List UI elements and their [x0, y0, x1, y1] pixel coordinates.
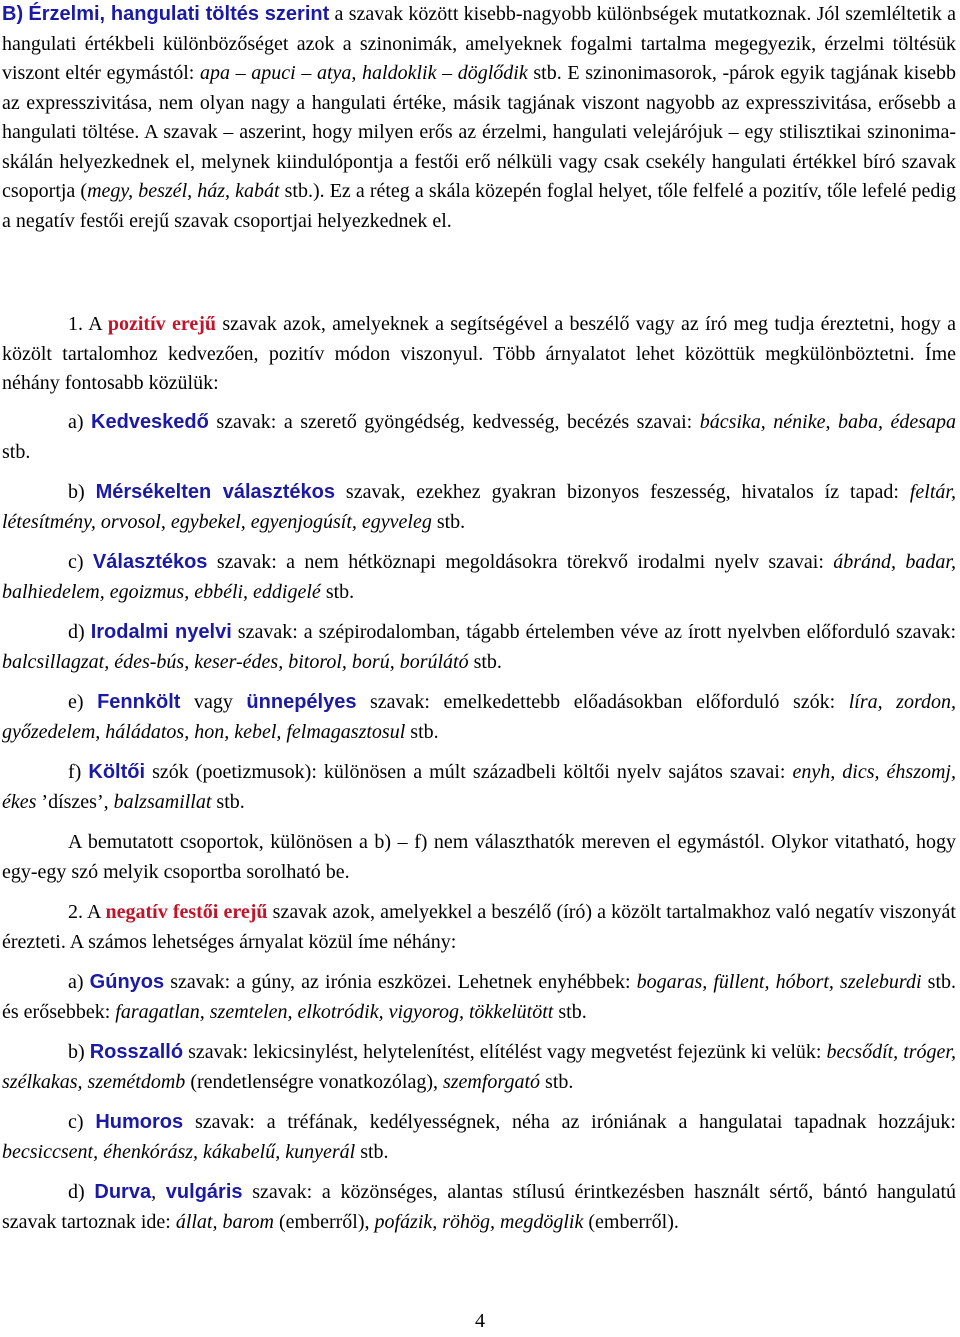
- pos-item-a-end: stb.: [2, 440, 31, 463]
- pos-item-e-term2: ünnepélyes: [246, 691, 357, 713]
- neg-item-c-examples: becsiccsent, éhenkórász, kákabelű, kunyerál: [2, 1140, 356, 1163]
- pos-item-d-examples: balcsillagzat, édes-bús, keser-édes, bitorol, ború, borúlátó: [2, 650, 469, 673]
- neg-item-d-letter: d): [68, 1181, 95, 1203]
- pos-item-e-letter: e): [68, 691, 98, 713]
- neg-item-c: [2, 1108, 956, 1167]
- neg-item-a-term: Gúnyos: [89, 971, 165, 993]
- neg-item-a-text: szavak: a gúny, az irónia eszközei. Lehetnek enyhébbek:: [164, 971, 637, 993]
- neg-item-d-examples: állat, barom: [175, 1210, 274, 1233]
- pos-item-a-text: szavak: a szerető gyöngédség, kedvesség, becézés szavai:: [208, 411, 700, 433]
- pos-item-a-examples: bácsika, nénike, baba, édesapa: [699, 411, 956, 433]
- neg-item-c-end: stb.: [355, 1140, 389, 1163]
- pos-item-f-examples2: balzsamillat: [113, 790, 212, 813]
- section-b-text-1: a szavak között kisebb-nagyobb különbségek mutatkoznak. Jól szemléltetik a hangulati értékbeli különbözőséget azok a szinonimák, amelyeknek fogalmi tartalma megegyezik, érzelmi töltésük viszont eltér egymástól:: [2, 3, 957, 84]
- neg-item-b-examples: becsődít, tróger, szélkakas, szemétdomb: [2, 1041, 956, 1093]
- neg-item-a-examples2: faragatlan, szemtelen, elkotródik, vigyorog, tökkelütött: [115, 1000, 554, 1023]
- neg-item-b-text: szavak: lekicsinylést, helytelenítést, elítélést vagy megvetést fejezünk ki velük:: [183, 1041, 827, 1063]
- positive-paragraph: [2, 310, 956, 399]
- pos-item-d: [2, 618, 956, 677]
- section-b-paragraph: [2, 0, 956, 236]
- positive-number: 1. A: [68, 313, 108, 335]
- pos-item-c: [2, 548, 956, 607]
- pos-item-b-letter: b): [68, 481, 96, 503]
- neg-item-c-letter: c): [68, 1111, 96, 1133]
- neg-item-d-term2: vulgáris: [165, 1181, 243, 1203]
- pos-item-d-term: Irodalmi nyelvi: [90, 621, 232, 643]
- pos-item-c-term: Választékos: [92, 551, 208, 573]
- positive-text: szavak azok, amelyeknek a segítségével a beszélő vagy az író meg tudja éreztetni, hogy a közölt tartalomhoz kedvezően, pozitív módon viszonyul. Több árnyalatot lehet közöttük megkülönböztetni. Íme néhány fontosabb közülük:: [2, 313, 957, 394]
- pos-item-f-text: szók (poetizmusok): különösen a múlt századbeli költői nyelv sajátos szavai:: [145, 761, 793, 783]
- neg-item-a: [2, 968, 956, 1027]
- pos-item-d-end: stb.: [468, 650, 502, 673]
- neg-item-a-end: stb.: [553, 1000, 587, 1023]
- section-b-title: Érzelmi, hangulati töltés szerint: [28, 3, 330, 25]
- neg-item-a-letter: a): [68, 971, 90, 993]
- note-paragraph: A bemutatott csoportok, különösen a b) – f) nem választhatók mereven el egymástól. Olykor vitatható, hogy egy-egy szó melyik csoportba sorolható be.: [2, 831, 956, 883]
- pos-item-c-end: stb.: [320, 580, 355, 603]
- pos-item-b-examples: feltár, létesítmény, orvosol, egybekel, egyenjogúsít, egyveleg: [2, 481, 956, 533]
- pos-item-c-letter: c): [68, 551, 93, 573]
- negative-paragraph: [2, 898, 956, 957]
- neg-item-b-mid: (rendetlenségre vonatkozólag),: [185, 1070, 443, 1093]
- pos-item-c-examples: ábránd, badar, balhiedelem, egoizmus, ebbéli, eddigelé: [2, 551, 956, 603]
- neg-item-b: [2, 1038, 956, 1097]
- pos-item-a: [2, 408, 956, 467]
- pos-item-f-gloss: ’díszes’,: [36, 790, 114, 813]
- pos-item-b: [2, 478, 956, 537]
- pos-item-e-examples: líra, zordon, győzedelem, háládatos, hon, kebel, felmagasztosul: [2, 691, 956, 743]
- neg-item-b-letter: b): [68, 1041, 90, 1063]
- pos-item-d-text: szavak: a szépirodalomban, tágabb értelemben véve az írott nyelvben előforduló szavak:: [231, 621, 956, 643]
- neg-item-c-text: szavak: a tréfának, kedélyességnek, néha az iróniának a hangulatai tapadnak hozzájuk:: [183, 1111, 956, 1133]
- pos-item-a-letter: a): [68, 411, 92, 433]
- negative-number: 2. A: [68, 901, 106, 923]
- pos-item-b-text: szavak, ezekhez gyakran bizonyos feszesség, hivatalos íz tapad:: [335, 481, 910, 503]
- pos-item-f-examples: enyh, dics, éhszomj, ékes: [2, 761, 956, 813]
- neg-item-d-mid: (emberről),: [273, 1210, 375, 1233]
- pos-item-e-text: szavak: emelkedettebb előadásokban előforduló szók:: [356, 691, 849, 713]
- pos-item-e: [2, 688, 956, 747]
- neg-item-d-end: (emberről).: [583, 1210, 679, 1233]
- pos-item-d-letter: d): [68, 621, 91, 643]
- pos-item-f-letter: f): [68, 761, 89, 783]
- pos-item-f-term: Költői: [88, 761, 146, 783]
- section-b-text-3: stb.). Ez a réteg a skála közepén foglal helyet, tőle felfelé a pozitív, tőle lefelé pedig a negatív festői erejű szavak csoportjai helyezkednek el.: [2, 180, 956, 232]
- neg-item-d-sep: ,: [151, 1181, 166, 1203]
- pos-item-f-end: stb.: [211, 790, 245, 813]
- negative-label: negatív festői erejű: [105, 901, 268, 923]
- neg-item-d-text: szavak: a közönséges, alantas stílusú érintkezésben használt sértő, bántó hangulatú szavak tartoznak ide:: [2, 1181, 956, 1233]
- neg-item-b-end: stb.: [540, 1070, 574, 1093]
- pos-item-e-end: stb.: [405, 720, 439, 743]
- section-b-text-2: stb. E szinonimasorok, -párok egyik tagjának kisebb az expresszivitása, nem olyan nagy a hangulati értéke, másik tagjának viszont nagyobb az expresszivitása, erősebb a hangulati töltése. A szavak – aszerint, hogy milyen erős az érzelmi, hangulati velejárójuk – egy stilisztikai szinonima-skálán helyezkednek el, melynek kiindulópontja a festői erő nélküli vagy csak csekély hangulati értékkel bíró szavak csoportja (: [2, 62, 956, 202]
- pos-item-c-text: szavak: a nem hétköznapi megoldásokra törekvő irodalmi nyelv szavai:: [207, 551, 834, 573]
- pos-item-b-term: Mérsékelten választékos: [95, 481, 335, 503]
- neg-item-d-term: Durva: [94, 1181, 152, 1203]
- pos-item-a-term: Kedveskedő: [91, 411, 209, 433]
- neg-item-b-examples2: szemforgató: [442, 1070, 541, 1093]
- neg-item-b-term: Rosszalló: [89, 1041, 184, 1063]
- negative-text: szavak azok, amelyekkel a beszélő (író) a közölt tartalmakhoz való negatív viszonyát érezteti. A számos lehetséges árnyalat közül íme néhány:: [2, 901, 956, 953]
- neg-item-d: [2, 1178, 956, 1237]
- neg-item-c-term: Humoros: [95, 1111, 184, 1133]
- pos-item-e-term: Fennkölt: [97, 691, 181, 713]
- page-number: 4: [475, 1310, 485, 1332]
- pos-item-f: [2, 758, 956, 817]
- pos-item-e-mid: vagy: [180, 691, 247, 713]
- pos-item-b-end: stb.: [431, 510, 466, 533]
- section-b-example-1: apa – apuci – atya, haldoklik – döglődik: [199, 62, 528, 84]
- section-b-prefix: B): [2, 3, 24, 25]
- neg-item-a-mid: stb. és erősebbek:: [2, 971, 956, 1023]
- neg-item-a-examples: bogaras, füllent, hóbort, szeleburdi: [636, 971, 922, 993]
- neg-item-d-examples2: pofázik, röhög, megdöglik: [374, 1210, 584, 1233]
- section-b-example-2: megy, beszél, ház, kabát: [87, 180, 280, 202]
- positive-label: pozitív erejű: [107, 313, 217, 335]
